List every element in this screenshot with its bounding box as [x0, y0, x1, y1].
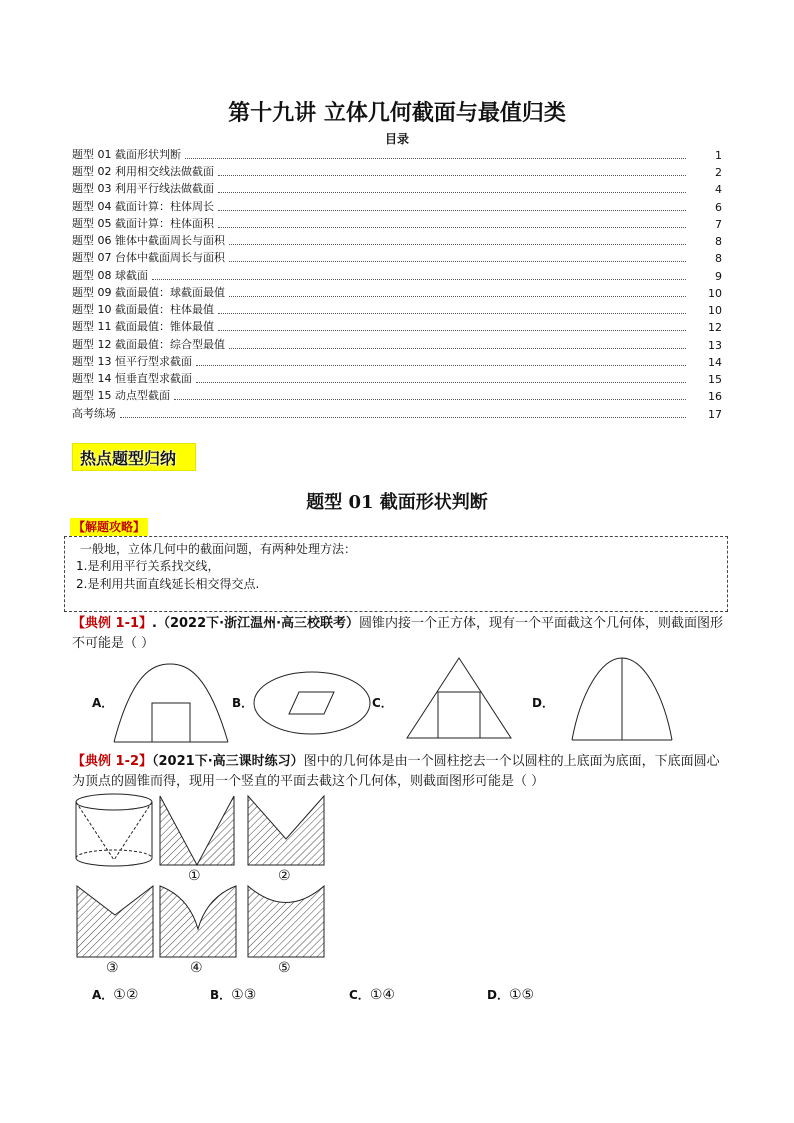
toc-entry-page: 12	[708, 321, 722, 334]
toc-entry-label: 题型 12 截面最值：综合型最值	[72, 338, 225, 351]
section-title: 题型 01 截面形状判断	[306, 492, 488, 513]
option-b[interactable]	[210, 984, 256, 1003]
toc-entry-label: 题型 06 锥体中截面周长与面积	[72, 234, 225, 247]
toc-entry[interactable]	[72, 352, 722, 369]
toc-entry[interactable]	[72, 162, 722, 179]
toc-entry-label: 题型 13 恒平行型求截面	[72, 355, 192, 368]
toc-entry-label: 题型 01 截面形状判断	[72, 148, 181, 161]
example-source: .（2022下·浙江温州·高三校联考）	[152, 616, 360, 631]
toc-entry-page: 9	[715, 270, 722, 283]
toc-entry-label: 题型 03 利用平行线法做截面	[72, 182, 214, 195]
toc-entry-page: 2	[715, 166, 722, 179]
example-tag: 【典例 1-2】	[72, 754, 153, 769]
option-answer: ①⑤	[508, 987, 535, 1003]
toc-entry-page: 10	[708, 287, 722, 300]
toc-entry[interactable]	[72, 283, 722, 300]
toc-entry[interactable]	[72, 369, 722, 386]
toc-entry-page: 13	[708, 339, 722, 352]
option-answer: ①④	[369, 987, 395, 1003]
toc-entry[interactable]	[72, 300, 722, 317]
example-tag: 【典例 1-1】	[72, 616, 153, 631]
toc-entry-label: 高考练场	[72, 407, 116, 420]
option-letter: D．	[487, 988, 509, 1002]
figure-label-5: ⑤	[278, 960, 291, 976]
toc-leader	[218, 192, 686, 193]
toc-entry-label: 题型 10 截面最值：柱体最值	[72, 303, 214, 316]
toc-leader	[218, 313, 686, 314]
toc-entry[interactable]	[72, 179, 722, 196]
strategy-line: 2.是利用共面直线延长相交得交点.	[76, 577, 260, 591]
hot-topics-label: 热点题型归纳	[80, 449, 177, 468]
toc-leader	[196, 365, 686, 366]
option-a[interactable]	[92, 984, 138, 1003]
toc-entry-label: 题型 04 截面计算：柱体周长	[72, 200, 214, 213]
strategy-label: 【解题攻略】	[70, 518, 148, 536]
figure-label-2: ②	[278, 868, 291, 884]
toc-entry[interactable]	[72, 266, 722, 283]
strategy-line: 一般地，立体几何中的截面问题，有两种处理方法：	[80, 542, 357, 556]
toc-leader	[229, 244, 686, 245]
figure-label-4: ④	[190, 960, 203, 976]
toc-leader	[218, 330, 686, 331]
toc-leader	[218, 175, 686, 176]
toc-entry-label: 题型 15 动点型截面	[72, 389, 170, 402]
section-shape-5	[247, 885, 325, 959]
option-letter: C．	[349, 988, 370, 1002]
toc-entry-label: 题型 05 截面计算：柱体面积	[72, 217, 214, 230]
figure-option-c	[405, 656, 515, 740]
toc-entry[interactable]	[72, 145, 722, 162]
toc-entry-page: 17	[708, 408, 722, 421]
toc-entry-label: 题型 08 球截面	[72, 269, 148, 282]
option-d[interactable]	[487, 984, 534, 1003]
example-1-1	[72, 614, 732, 654]
toc-leader	[196, 382, 686, 383]
section-shape-1	[159, 795, 235, 867]
page-title: 第十九讲 立体几何截面与最值归类	[228, 100, 566, 126]
toc-leader	[229, 261, 686, 262]
toc-entry-label: 题型 11 截面最值：锥体最值	[72, 320, 214, 333]
toc-entry-page: 15	[708, 373, 722, 386]
toc-entry-page: 10	[708, 304, 722, 317]
toc-leader	[229, 296, 686, 297]
toc-entry-page: 7	[715, 218, 722, 231]
toc-entry-label: 题型 09 截面最值：球截面最值	[72, 286, 225, 299]
section-shape-4	[159, 885, 237, 959]
toc-leader	[152, 279, 686, 280]
toc-entry-label: 题型 14 恒垂直型求截面	[72, 372, 192, 385]
toc-entry[interactable]	[72, 386, 722, 403]
figure-label-1: ①	[188, 868, 201, 884]
figure-option-a	[112, 662, 232, 744]
section-shape-3	[76, 885, 154, 959]
toc-entry[interactable]	[72, 214, 722, 231]
option-d[interactable]: D．	[532, 696, 554, 710]
toc-entry[interactable]	[72, 317, 722, 334]
option-c[interactable]: C．	[372, 696, 393, 710]
option-letter: A．	[92, 988, 114, 1002]
option-answer: ①③	[231, 987, 257, 1003]
example-source: （2021下·高三课时练习）	[152, 754, 304, 769]
strategy-line: 1.是利用平行关系找交线，	[76, 559, 220, 573]
toc-entry[interactable]	[72, 248, 722, 265]
example-text: 图中的几何体是由一个圆柱挖去一个以圆柱的上底面为底面，下底面圆心为顶点的圆锥而得，现用一个竖直的平面去截这个几何体，则截面图形可能是（ ）	[72, 754, 720, 789]
cylinder-cone-figure	[74, 792, 158, 872]
toc-entry[interactable]	[72, 197, 722, 214]
toc-heading: 目录	[384, 132, 409, 146]
toc-leader	[120, 417, 686, 418]
toc-entry-page: 1	[715, 149, 722, 162]
toc-leader	[174, 399, 686, 400]
option-answer: ①②	[113, 987, 139, 1003]
toc-entry-page: 6	[715, 201, 722, 214]
option-b[interactable]: B．	[232, 696, 254, 710]
figure-option-d	[570, 656, 674, 742]
toc-entry[interactable]	[72, 231, 722, 248]
toc-entry-label: 题型 02 利用相交线法做截面	[72, 165, 214, 178]
toc-entry-page: 14	[708, 356, 722, 369]
toc-leader	[218, 227, 686, 228]
toc-entry-page: 8	[715, 252, 722, 265]
example-1-2	[72, 752, 732, 792]
toc-entry-page: 16	[708, 390, 722, 403]
toc-entry[interactable]	[72, 404, 722, 421]
toc-entry-page: 4	[715, 183, 722, 196]
toc-entry[interactable]	[72, 335, 722, 352]
option-letter: B．	[210, 988, 232, 1002]
figure-label-3: ③	[106, 960, 119, 976]
option-c[interactable]	[349, 984, 395, 1003]
option-a[interactable]: A．	[92, 696, 114, 710]
toc-leader	[218, 210, 686, 211]
example-text: 圆锥内接一个正方体，现有一个平面截这个几何体，则截面图形不可能是（ ）	[72, 616, 724, 651]
section-shape-2	[247, 795, 325, 867]
toc-leader	[185, 158, 686, 159]
toc-leader	[229, 348, 686, 349]
toc-entry-label: 题型 07 台体中截面周长与面积	[72, 251, 225, 264]
figure-option-b	[252, 670, 372, 736]
toc-entry-page: 8	[715, 235, 722, 248]
